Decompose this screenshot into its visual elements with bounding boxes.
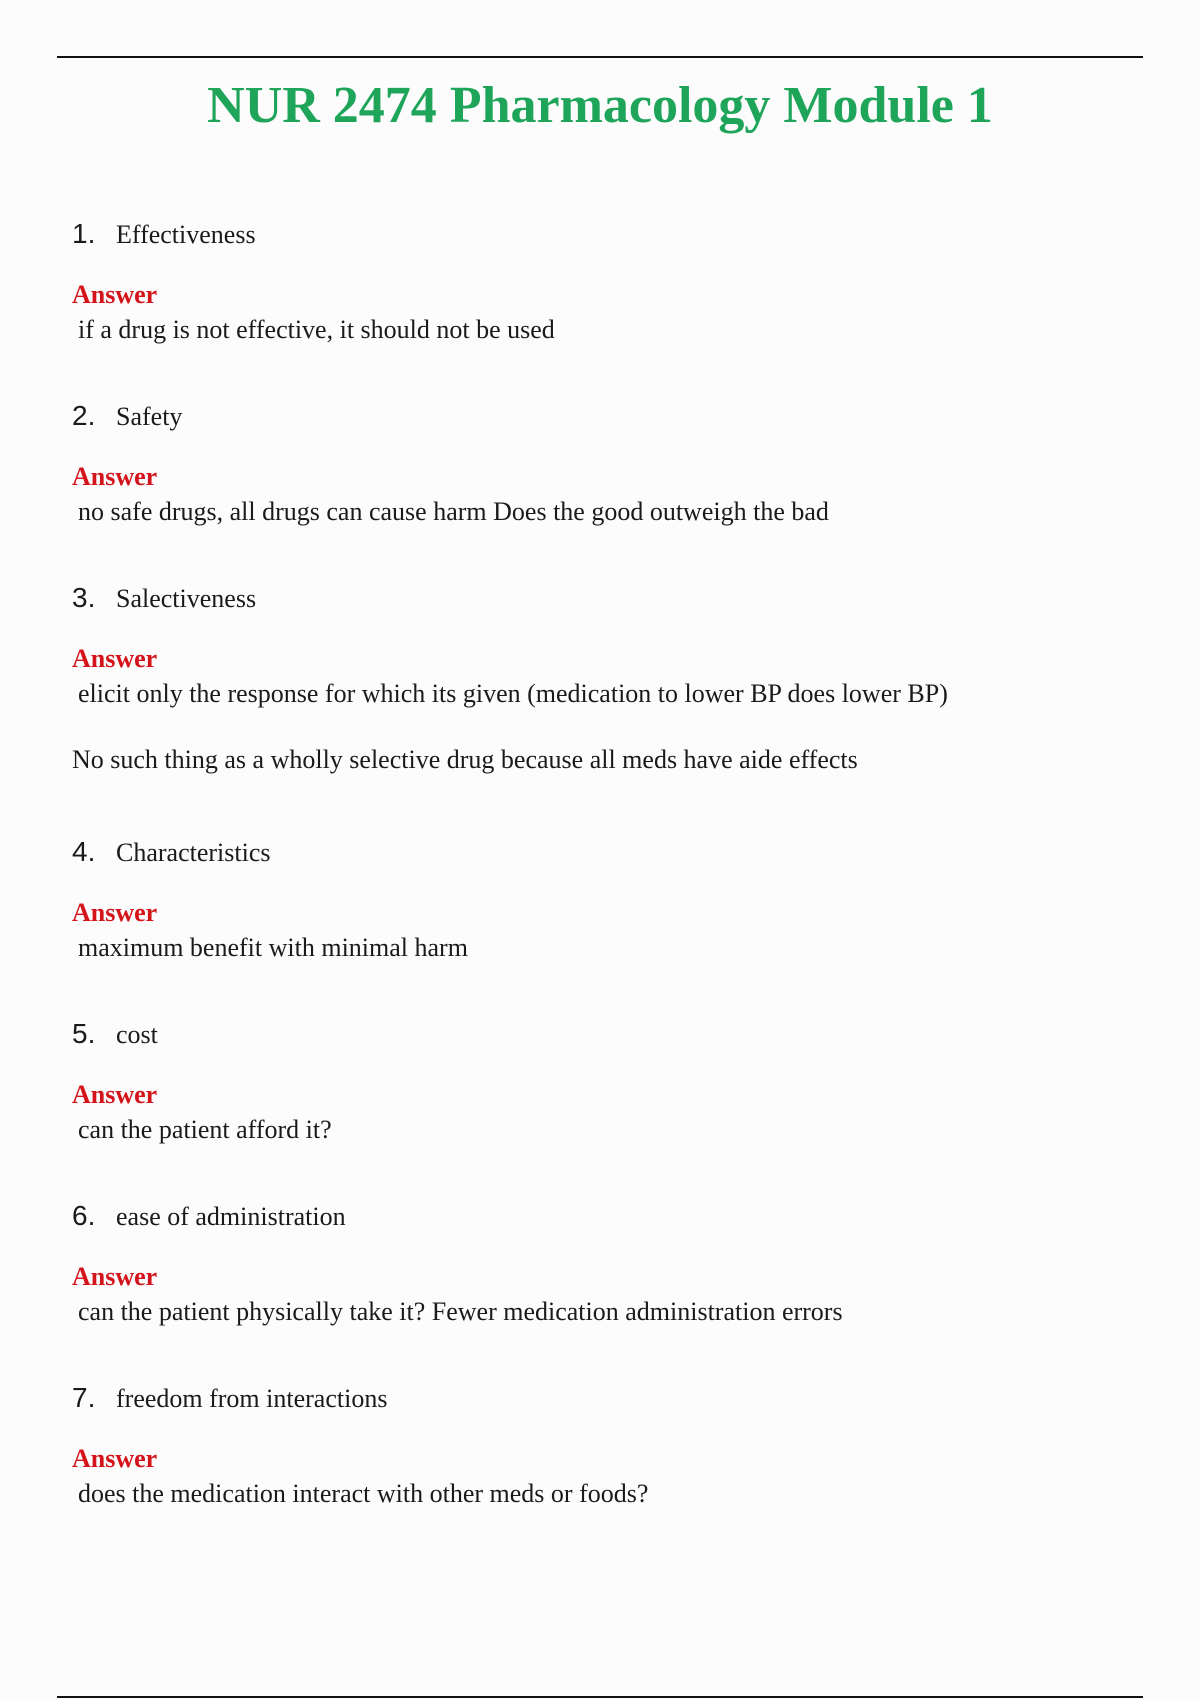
bottom-divider: [57, 1696, 1143, 1698]
answer-label: Answer: [72, 1444, 158, 1473]
question-row: [72, 836, 1152, 876]
answer-extra-text: No such thing as a wholly selective drug because all meds have aide effects: [72, 745, 858, 774]
question-text: Salectiveness: [116, 584, 257, 613]
question-number: 7.: [72, 1382, 96, 1413]
answer-text: can the patient physically take it? Fewer medication administration errors: [78, 1297, 843, 1326]
question-text: Safety: [116, 402, 183, 431]
top-divider: [57, 56, 1143, 58]
question-text: freedom from interactions: [116, 1384, 388, 1413]
question-block-7: [72, 1382, 1152, 1510]
answer-text: elicit only the response for which its given (medication to lower BP does lower BP): [78, 679, 948, 708]
question-text: Effectiveness: [116, 220, 256, 249]
answer-text: if a drug is not effective, it should not be used: [78, 315, 555, 344]
question-block-6: [72, 1200, 1152, 1328]
answer-label: Answer: [72, 462, 158, 491]
question-row: [72, 1382, 1152, 1422]
answer-text: no safe drugs, all drugs can cause harm Does the good outweigh the bad: [78, 497, 829, 526]
answer-text: does the medication interact with other meds or foods?: [78, 1479, 649, 1508]
question-number: 2.: [72, 400, 96, 431]
question-row: [72, 218, 1152, 258]
question-text: Characteristics: [116, 838, 271, 867]
answer-label: Answer: [72, 1080, 158, 1109]
question-row: [72, 582, 1152, 622]
question-block-4: [72, 836, 1152, 964]
answer-label: Answer: [72, 1262, 158, 1291]
question-number: 3.: [72, 582, 96, 613]
question-number: 5.: [72, 1018, 96, 1049]
answer-text: maximum benefit with minimal harm: [78, 933, 468, 962]
question-block-1: [72, 218, 1152, 346]
question-block-5: [72, 1018, 1152, 1146]
question-number: 6.: [72, 1200, 96, 1231]
answer-label: Answer: [72, 644, 158, 673]
answer-label: Answer: [72, 898, 158, 927]
answer-text: can the patient afford it?: [78, 1115, 332, 1144]
page-title: NUR 2474 Pharmacology Module 1: [207, 77, 993, 134]
question-number: 4.: [72, 836, 96, 867]
question-block-3: [72, 582, 1152, 776]
question-text: ease of administration: [116, 1202, 346, 1231]
question-text: cost: [116, 1020, 158, 1049]
answer-label: Answer: [72, 280, 158, 309]
question-block-2: [72, 400, 1152, 528]
question-number: 1.: [72, 218, 96, 249]
question-row: [72, 400, 1152, 440]
question-row: [72, 1018, 1152, 1058]
question-row: [72, 1200, 1152, 1240]
